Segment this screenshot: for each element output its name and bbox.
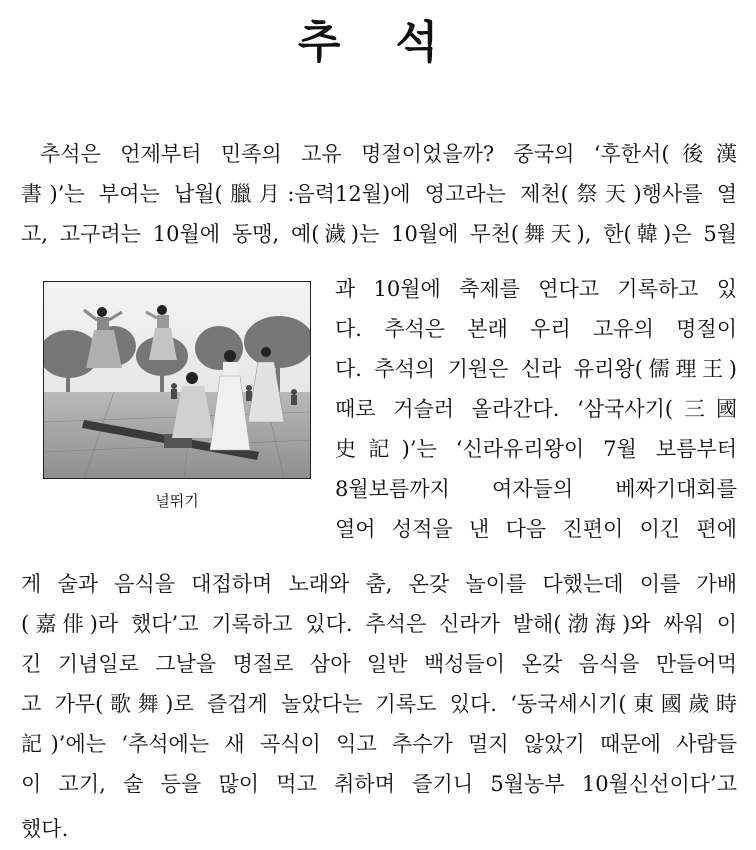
photo-caption: 널뛰기 bbox=[155, 492, 199, 510]
body-line-4: 과 10월에 축제를 연다고 기록하고 있 bbox=[335, 277, 737, 301]
body-line-8: 史記)’는 ‘신라유리왕이 7월 보름부터 bbox=[335, 437, 737, 461]
body-line-7: 때로 거슬러 올라간다. ‘삼국사기(三國 bbox=[335, 397, 737, 421]
neolttwigi-photo bbox=[43, 281, 311, 479]
body-line-13: 긴 기념일로 그날을 명절로 삼아 일반 백성들이 온갖 음식을 만들어먹 bbox=[21, 652, 737, 676]
body-line-16: 이 고기, 술 등을 많이 먹고 취하며 즐기니 5월농부 10월신선이다’고 bbox=[21, 772, 737, 796]
body-line-5: 다. 추석은 본래 우리 고유의 명절이 bbox=[335, 317, 737, 341]
body-line-14: 고 가무(歌舞)로 즐겁게 놀았다는 기록도 있다. ‘동국세시기(東國歲時 bbox=[21, 692, 737, 716]
body-line-6: 다. 추석의 기원은 신라 유리왕(儒理王) bbox=[335, 357, 737, 381]
body-line-17: 했다. bbox=[21, 817, 69, 841]
body-line-3: 고, 고구려는 10월에 동맹, 예(濊)는 10월에 무천(舞天), 한(韓)은 5월 bbox=[21, 222, 737, 246]
body-line-2: 書)’는 부여는 납월(臘月:음력12월)에 영고라는 제천(祭天)행사를 열 bbox=[21, 182, 737, 206]
body-line-10: 열어 성적을 낸 다음 진편이 이긴 편에 bbox=[335, 517, 737, 541]
body-line-1: 추석은 언제부터 민족의 고유 명절이었을까? 중국의 ‘후한서(後漢 bbox=[40, 142, 737, 166]
body-line-15: 記)’에는 ‘추석에는 새 곡식이 익고 추수가 멀지 않았기 때문에 사람들 bbox=[21, 732, 737, 756]
body-line-9: 8월보름까지 여자들의 베짜기대회를 bbox=[335, 477, 737, 501]
body-line-12: (嘉俳)라 했다’고 기록하고 있다. 추석은 신라가 발해(渤海)와 싸워 이 bbox=[21, 612, 737, 636]
body-line-11: 게 술과 음식을 대접하며 노래와 춤, 온갖 놀이를 다했는데 이를 가배 bbox=[21, 572, 737, 596]
neolttwigi-illustration bbox=[44, 282, 310, 478]
page-title: 추 석 bbox=[297, 17, 459, 68]
